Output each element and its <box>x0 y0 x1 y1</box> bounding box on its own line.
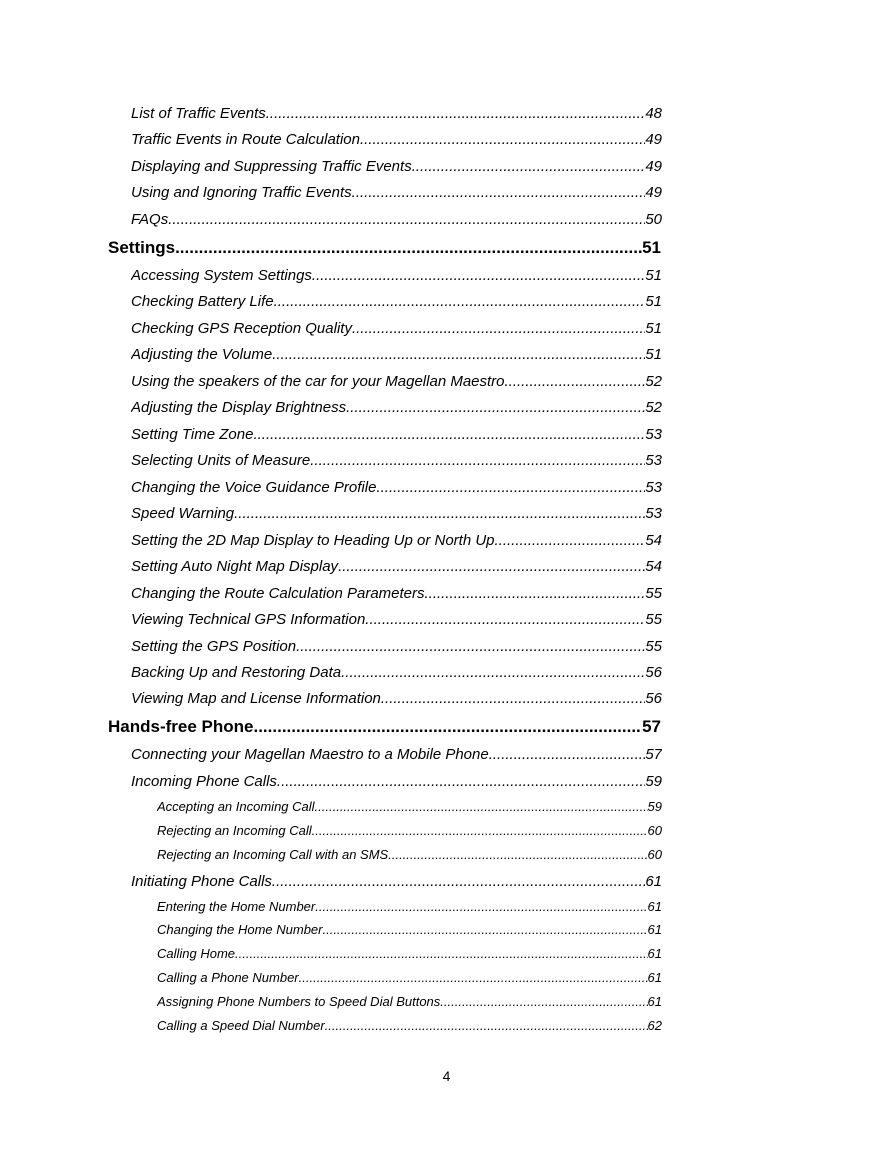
toc-entry[interactable] <box>131 664 662 684</box>
dot-leader <box>235 946 647 961</box>
toc-entry[interactable] <box>157 946 662 964</box>
dot-leader <box>168 211 645 228</box>
toc-entry-page: 53 <box>645 452 662 469</box>
dot-leader <box>505 373 646 390</box>
toc-entry-title: Changing the Route Calculation Parameters <box>131 585 425 602</box>
toc-entry-page: 54 <box>645 532 662 549</box>
toc-entry[interactable] <box>157 970 662 988</box>
toc-entry-page: 51 <box>645 267 662 284</box>
toc-entry-title: Traffic Events in Route Calculation <box>131 131 360 148</box>
toc-entry[interactable] <box>131 211 662 231</box>
toc-entry-page: 51 <box>642 238 661 257</box>
toc-entry-title: Setting the GPS Position <box>131 638 297 655</box>
toc-entry[interactable] <box>131 184 662 204</box>
dot-leader <box>322 922 647 937</box>
toc-entry[interactable] <box>131 746 662 766</box>
toc-entry[interactable] <box>131 346 662 366</box>
toc-entry-page: 51 <box>645 293 662 310</box>
dot-leader <box>365 611 645 628</box>
toc-entry-title: Rejecting an Incoming Call with an SMS <box>157 847 389 862</box>
dot-leader <box>489 746 646 763</box>
toc-entry-page: 61 <box>647 946 662 961</box>
toc-entry-title: Settings <box>108 238 176 257</box>
toc-entry-title: Hands-free Phone <box>108 717 254 736</box>
toc-entry-title: Using the speakers of the car for your Magellan Maestro <box>131 373 505 390</box>
toc-entry[interactable] <box>157 823 662 841</box>
toc-entry-page: 57 <box>642 717 661 736</box>
toc-entry-title: Changing the Home Number <box>157 922 323 937</box>
toc-entry[interactable] <box>157 1018 662 1036</box>
toc-entry-page: 51 <box>645 320 662 337</box>
toc-entry-title: Incoming Phone Calls <box>131 773 277 790</box>
toc-entry-title: List of Traffic Events <box>131 105 266 122</box>
toc-entry-title: Checking Battery Life <box>131 293 274 310</box>
dot-leader <box>277 773 645 790</box>
toc-entry-title: Selecting Units of Measure <box>131 452 311 469</box>
toc-entry-page: 57 <box>645 746 662 763</box>
dot-leader <box>341 664 645 681</box>
toc-entry-title: Initiating Phone Calls <box>131 873 272 890</box>
toc-entry-page: 61 <box>647 922 662 937</box>
toc-entry-title: Setting Auto Night Map Display <box>131 558 339 575</box>
toc-entry-page: 56 <box>645 664 662 681</box>
dot-leader <box>312 823 648 838</box>
dot-leader <box>175 238 642 258</box>
toc-entry[interactable] <box>131 585 662 605</box>
toc-entry[interactable] <box>131 399 662 419</box>
toc-entry-title: Calling a Phone Number <box>157 970 299 985</box>
toc-entry-title: Connecting your Magellan Maestro to a Mobile Phone <box>131 746 489 763</box>
toc-entry-title: Assigning Phone Numbers to Speed Dial Buttons <box>157 994 441 1009</box>
toc-entry-title: Setting Time Zone <box>131 426 254 443</box>
dot-leader <box>253 717 642 737</box>
toc-entry-page: 55 <box>645 638 662 655</box>
toc-entry-page: 55 <box>645 611 662 628</box>
toc-entry-page: 61 <box>647 970 662 985</box>
dot-leader <box>412 158 646 175</box>
toc-entry-page: 61 <box>647 899 662 914</box>
dot-leader <box>440 994 647 1009</box>
toc-entry-page: 48 <box>645 105 662 122</box>
toc-entry-title: Accepting an Incoming Call <box>157 799 315 814</box>
toc-entry-title: Calling a Speed Dial Number <box>157 1018 325 1033</box>
dot-leader <box>315 799 648 814</box>
toc-entry[interactable] <box>157 922 662 940</box>
toc-entry[interactable] <box>108 717 661 739</box>
page-number: 4 <box>442 1068 451 1084</box>
toc-entry-page: 50 <box>645 211 662 228</box>
toc-entry-page: 53 <box>645 479 662 496</box>
toc-entry-page: 60 <box>647 823 662 838</box>
dot-leader <box>325 1018 648 1033</box>
dot-leader <box>338 558 645 575</box>
toc-entry[interactable] <box>131 773 662 793</box>
toc-entry-title: Displaying and Suppressing Traffic Events <box>131 158 412 175</box>
toc-entry[interactable] <box>131 452 662 472</box>
toc-entry[interactable] <box>157 847 662 865</box>
dot-leader <box>272 346 645 363</box>
toc-entry-title: Calling Home <box>157 946 236 961</box>
toc-entry[interactable] <box>131 105 662 125</box>
dot-leader <box>315 899 647 914</box>
toc-entry-title: Backing Up and Restoring Data <box>131 664 342 681</box>
toc-entry-page: 52 <box>645 373 662 390</box>
toc-entry-page: 53 <box>645 426 662 443</box>
toc-entry[interactable] <box>131 373 662 393</box>
toc-entry[interactable] <box>131 293 662 313</box>
dot-leader <box>299 970 648 985</box>
toc-entry[interactable] <box>131 638 662 658</box>
dot-leader <box>234 505 645 522</box>
toc-entry-title: Entering the Home Number <box>157 899 316 914</box>
toc-entry-title: Adjusting the Volume <box>131 346 273 363</box>
dot-leader <box>272 873 645 890</box>
toc-entry-page: 59 <box>645 773 662 790</box>
dot-leader <box>376 479 645 496</box>
toc-entry-page: 49 <box>645 184 662 201</box>
toc-entry-title: Setting the 2D Map Display to Heading Up or North Up <box>131 532 495 549</box>
dot-leader <box>388 847 647 862</box>
toc-entry-title: Checking GPS Reception Quality <box>131 320 352 337</box>
toc-entry-page: 51 <box>645 346 662 363</box>
toc-entry-page: 56 <box>645 690 662 707</box>
toc-entry-page: 49 <box>645 158 662 175</box>
toc-entry-page: 60 <box>647 847 662 862</box>
dot-leader <box>346 399 645 416</box>
toc-entry-title: Viewing Technical GPS Information <box>131 611 366 628</box>
toc-entry[interactable] <box>131 505 662 525</box>
toc-entry[interactable] <box>157 799 662 817</box>
toc-entry-page: 61 <box>647 994 662 1009</box>
toc-entry[interactable] <box>131 131 662 151</box>
dot-leader <box>266 105 646 122</box>
toc-entry-title: Speed Warning <box>131 505 235 522</box>
toc-entry[interactable] <box>157 899 662 917</box>
dot-leader <box>296 638 645 655</box>
toc-entry-page: 59 <box>647 799 662 814</box>
toc-entry-title: FAQs <box>131 211 169 228</box>
toc-entry[interactable] <box>157 994 662 1012</box>
toc-entry-page: 53 <box>645 505 662 522</box>
toc-entry-page: 61 <box>645 873 662 890</box>
dot-leader <box>360 131 645 148</box>
toc-entry-page: 49 <box>645 131 662 148</box>
toc-entry-title: Viewing Map and License Information <box>131 690 381 707</box>
dot-leader <box>425 585 646 602</box>
toc-entry-page: 54 <box>645 558 662 575</box>
dot-leader <box>253 426 645 443</box>
toc-entry-title: Changing the Voice Guidance Profile <box>131 479 377 496</box>
toc-entry-title: Using and Ignoring Traffic Events <box>131 184 352 201</box>
toc-entry-title: Accessing System Settings <box>131 267 312 284</box>
toc-entry[interactable] <box>131 267 662 287</box>
toc-entry[interactable] <box>131 479 662 499</box>
dot-leader <box>352 320 645 337</box>
dot-leader <box>310 452 645 469</box>
toc-entry[interactable] <box>131 158 662 178</box>
toc-entry-title: Rejecting an Incoming Call <box>157 823 312 838</box>
dot-leader <box>352 184 646 201</box>
dot-leader <box>381 690 645 707</box>
toc-entry-page: 52 <box>645 399 662 416</box>
toc-entry[interactable] <box>131 690 662 710</box>
toc-entry-page: 62 <box>647 1018 662 1033</box>
toc-entry[interactable] <box>131 558 662 578</box>
toc-entry[interactable] <box>131 426 662 446</box>
toc-entry[interactable] <box>108 238 661 260</box>
toc-entry[interactable] <box>131 611 662 631</box>
toc-entry[interactable] <box>131 873 662 893</box>
dot-leader <box>312 267 645 284</box>
toc-entry[interactable] <box>131 532 662 552</box>
toc-entry-title: Adjusting the Display Brightness <box>131 399 347 416</box>
dot-leader <box>495 532 646 549</box>
toc-entry[interactable] <box>131 320 662 340</box>
dot-leader <box>274 293 646 310</box>
toc-entry-page: 55 <box>645 585 662 602</box>
